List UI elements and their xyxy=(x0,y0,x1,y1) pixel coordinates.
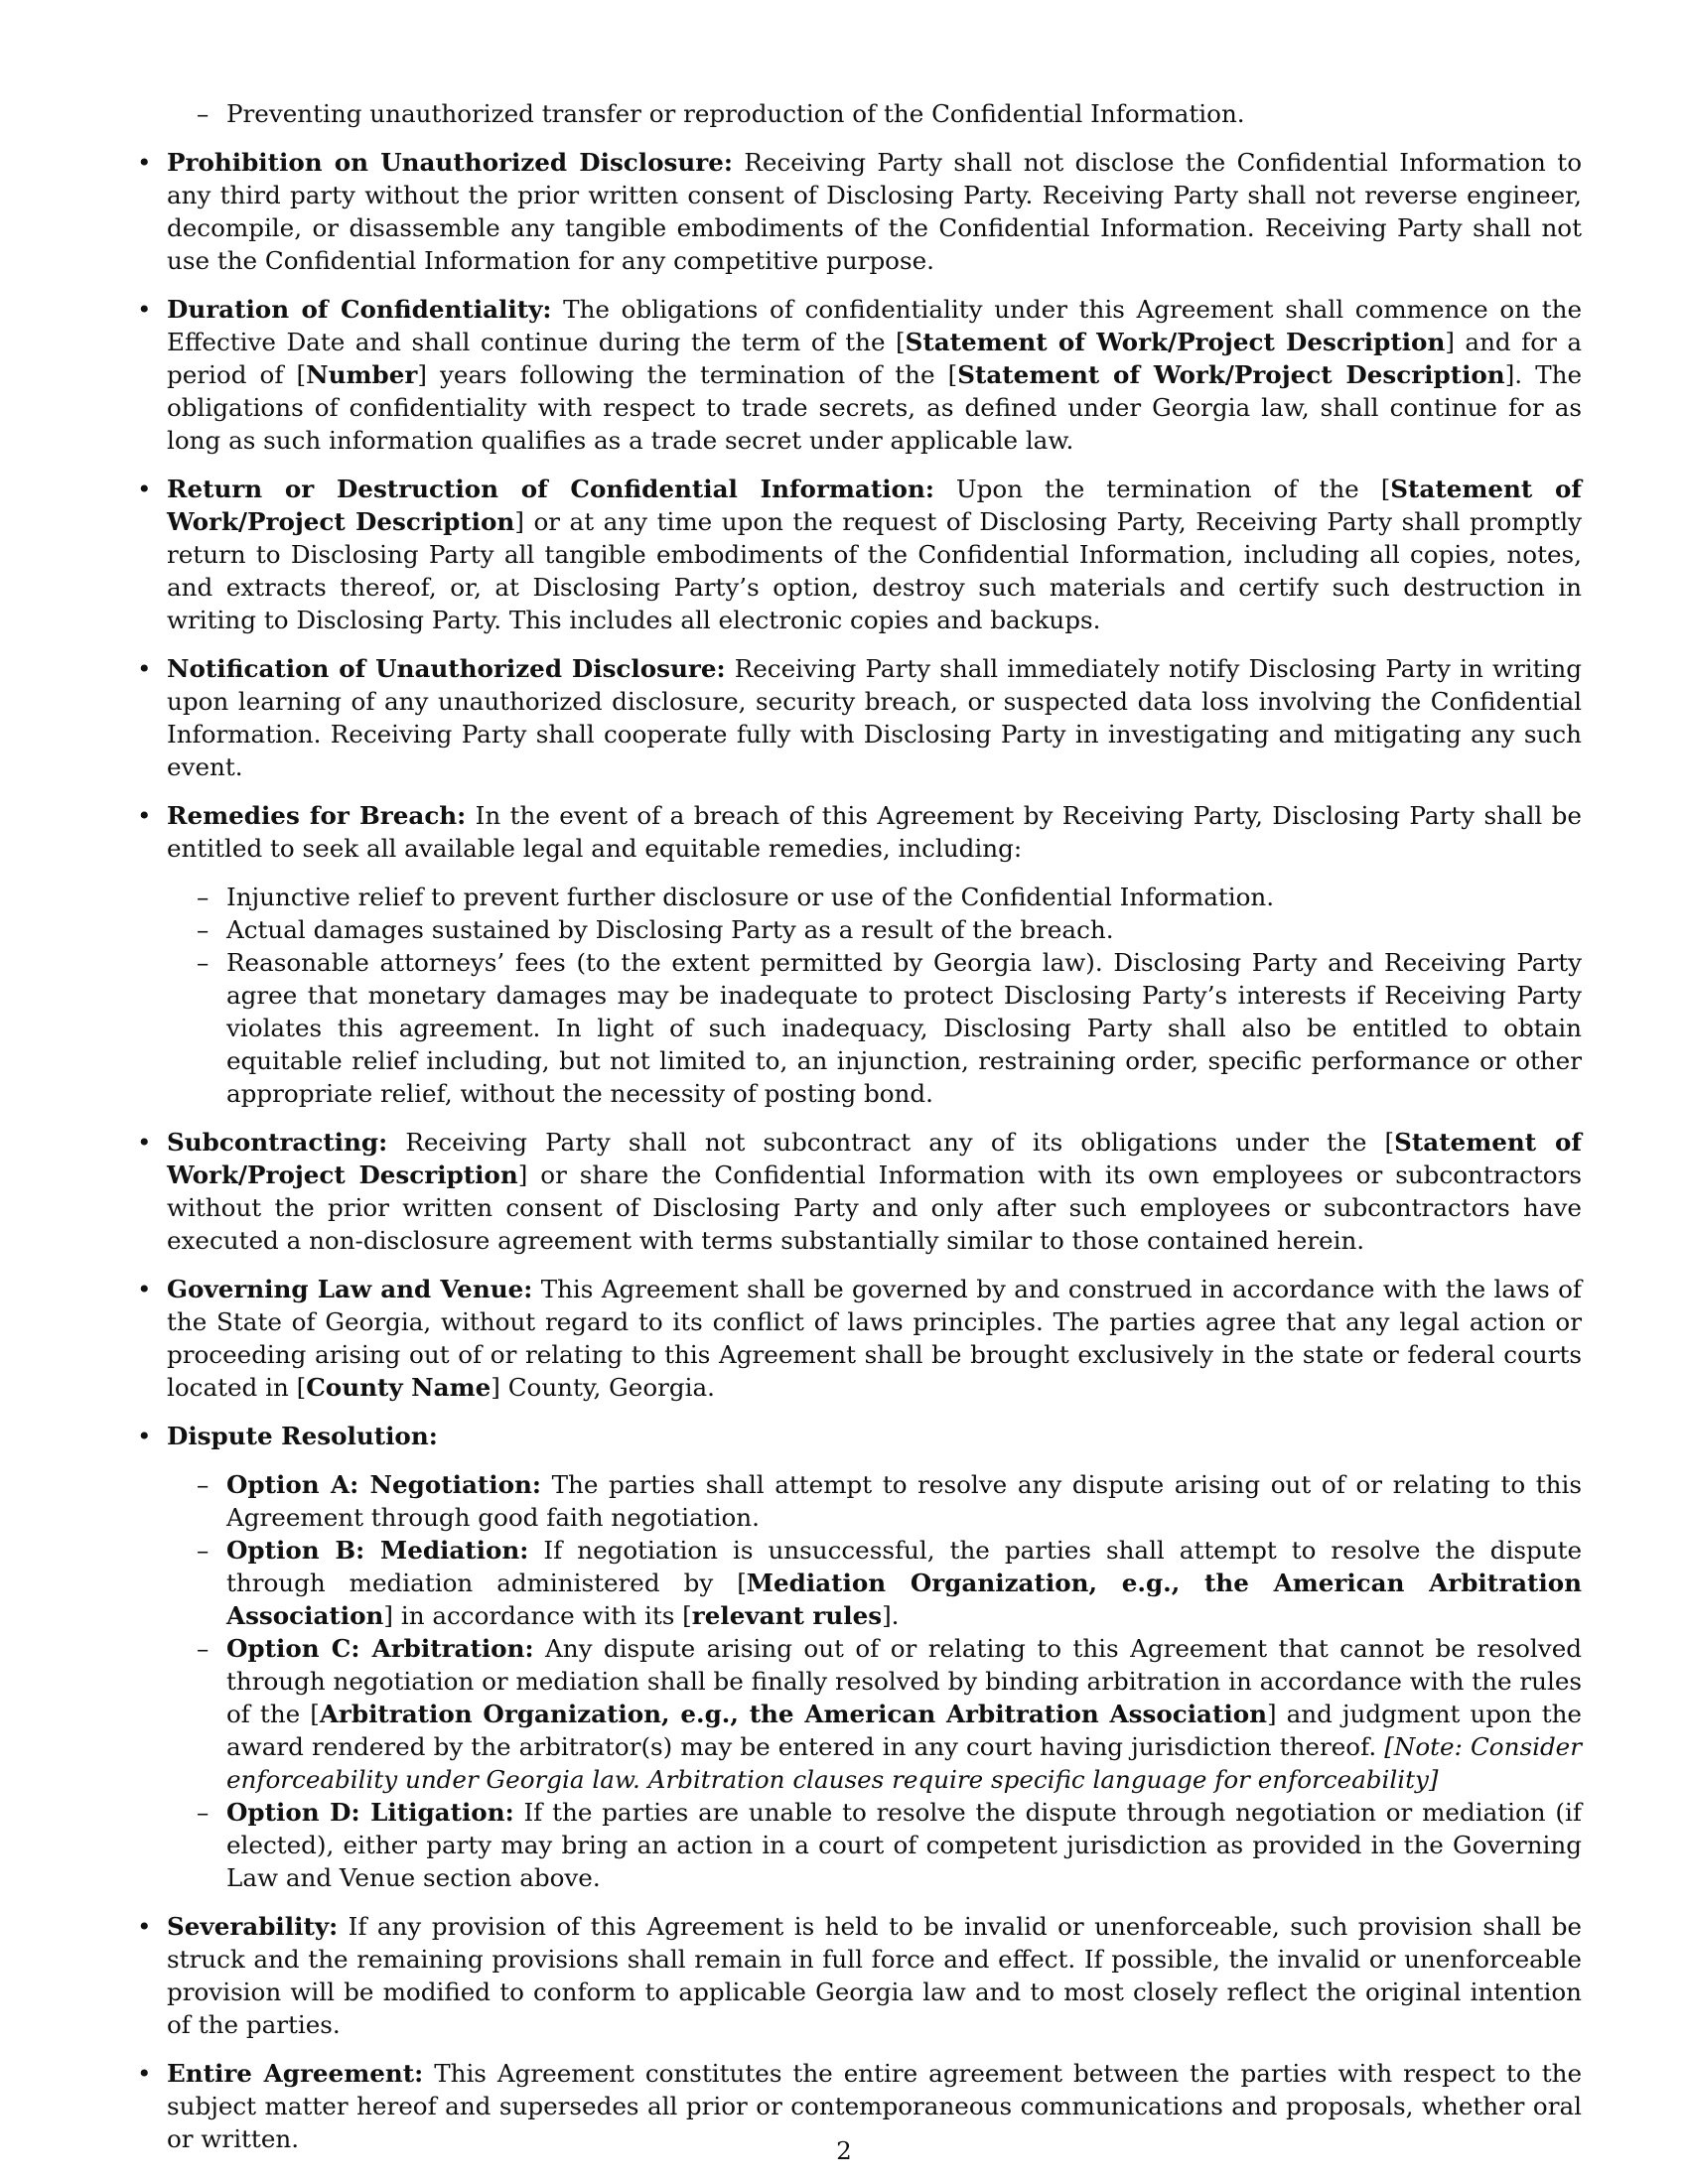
clause-list xyxy=(167,146,1582,2155)
clause-title: Remedies for Breach: xyxy=(167,801,467,830)
placeholder-field: Statement of Work/Project Description xyxy=(905,328,1446,356)
list-item: – Injunctive relief to prevent further disclosure or use of the Confidential Information. xyxy=(226,881,1582,913)
clause-title: Severability: xyxy=(167,1912,339,1941)
clause-prohibition xyxy=(167,146,1582,277)
document-body xyxy=(167,97,1582,2171)
clause-title: Dispute Resolution: xyxy=(167,1422,438,1450)
list-item: – Reasonable attorneys’ fees (to the extent permitted by Georgia law). Disclosing Party and Receiving Party agree that monetary damages may be inadequate to protect Disclosing Party’s interests if Receiving Party violates this agreement. In light of such inadequacy, Disclosing Party shall also be entitled to obtain equitable relief including, but not limited to, an injunction, restraining order, specific performance or other appropriate relief, without the necessity of posting bond. xyxy=(226,946,1582,1110)
clause-dispute-resolution xyxy=(167,1420,1582,1894)
option-a: – Option A: Negotiation: The parties shall attempt to resolve any dispute arising out of or relating to this Agreement through good faith negotiation. xyxy=(226,1468,1582,1534)
clause-return: • Return or Destruction of Confidential Information: Upon the termination of the [Statement of Work/Project Description] or at any time upon the request of Disclosing Party, Receiving Party shall promptly return to Disclosing Party all tangible embodiments of the Confidential Information, including all copies, notes, and extracts thereof, or, at Disclosing Party’s option, destroy such materials and certify such destruction in writing to Disclosing Party. This includes all electronic copies and backups. xyxy=(167,473,1582,636)
placeholder-field: County Name xyxy=(306,1373,492,1402)
placeholder-field: Number xyxy=(306,360,418,389)
continued-sublist xyxy=(226,97,1582,130)
placeholder-field: Statement of Work/Project Description xyxy=(167,1128,1582,1189)
clause-text: Receiving Party shall immediately notify Disclosing Party in writing upon learning of any unauthorized disclosure, security breach, or suspected data loss involving the Confidential Information. Receiving Party shall cooperate fully with Disclosing Party in investigating and mitigating any such event. xyxy=(167,654,1582,781)
clause-title: Return or Destruction of Confidential Information: xyxy=(167,475,934,503)
option-c: – Option C: Arbitration: Any dispute arising out of or relating to this Agreement that cannot be resolved through negotiation or mediation shall be finally resolved by binding arbitration in accordance with the rules of the [Arbitration Organization, e.g., the American Arbitration Association] and judgment upon the award rendered by the arbitrator(s) may be entered in any court having jurisdiction thereof. [Note: Consider enforceability under Georgia law. Arbitration clauses require specific language for enforceability] xyxy=(226,1632,1582,1796)
clause-severability xyxy=(167,1910,1582,2041)
clause-notification xyxy=(167,652,1582,783)
option-b: – Option B: Mediation: If negotiation is unsuccessful, the parties shall attempt to resolve the dispute through mediation administered by [Mediation Organization, e.g., the American Arbitration Association] in accordance with its [relevant rules]. xyxy=(226,1534,1582,1632)
placeholder-field: Statement of Work/Project Description xyxy=(167,475,1582,536)
clause-subcontracting: • Subcontracting: Receiving Party shall not subcontract any of its obligations under the [Statement of Work/Project Description] or share the Confidential Information with its own employees or subcontractors without the prior written consent of Disclosing Party and only after such employees or subcontractors have executed a non-disclosure agreement with terms substantially similar to those contained herein. xyxy=(167,1126,1582,1257)
clause-governing-law: • Governing Law and Venue: This Agreement shall be governed by and construed in accordance with the laws of the State of Georgia, without regard to its conflict of laws principles. The parties agree that any legal action or proceeding arising out of or relating to this Agreement shall be brought exclusively in the state or federal courts located in [County Name] County, Georgia. xyxy=(167,1273,1582,1404)
remedies-sublist xyxy=(226,881,1582,1110)
clause-duration: • Duration of Confidentiality: The obligations of confidentiality under this Agreement shall commence on the Effective Date and shall continue during the term of the [Statement of Work/Project Description] and for a period of [Number] years following the termination of the [Statement of Work/Project Description]. The obligations of confidentiality with respect to trade secrets, as defined under Georgia law, shall continue for as long as such information qualifies as a trade secret under applicable law. xyxy=(167,293,1582,457)
placeholder-field: Mediation Organization, e.g., the American Arbitration Association xyxy=(226,1569,1582,1630)
clause-text: This Agreement constitutes the entire agreement between the parties with respect to the subject matter hereof and supersedes all prior or contemporaneous communications and proposals, whether oral or written. xyxy=(167,2059,1582,2153)
clause-title: Governing Law and Venue: xyxy=(167,1275,533,1303)
page-number: 2 xyxy=(836,2136,852,2165)
clause-title: Duration of Confidentiality: xyxy=(167,295,552,324)
clause-title: Notification of Unauthorized Disclosure: xyxy=(167,654,726,683)
clause-title: Subcontracting: xyxy=(167,1128,388,1157)
editor-note: [Note: Consider enforceability under Georgia law. Arbitration clauses require specific language for enforceability] xyxy=(226,1732,1582,1794)
clause-text: If any provision of this Agreement is held to be invalid or unenforceable, such provision shall be struck and the remaining provisions shall remain in full force and effect. If possible, the invalid or unenforceable provision will be modified to conform to applicable Georgia law and to most closely reflect the original intention of the parties. xyxy=(167,1912,1582,2039)
placeholder-field: Arbitration Organization, e.g., the American Arbitration Association xyxy=(319,1700,1267,1728)
clause-text: In the event of a breach of this Agreement by Receiving Party, Disclosing Party shall be entitled to seek all available legal and equitable remedies, including: xyxy=(167,801,1582,863)
list-item: – Preventing unauthorized transfer or reproduction of the Confidential Information. xyxy=(226,97,1582,130)
list-item: – Actual damages sustained by Disclosing Party as a result of the breach. xyxy=(226,913,1582,946)
clause-title: Prohibition on Unauthorized Disclosure: xyxy=(167,148,733,177)
placeholder-field: Statement of Work/Project Description xyxy=(957,360,1505,389)
clause-remedies xyxy=(167,799,1582,1110)
option-d: – Option D: Litigation: If the parties are unable to resolve the dispute through negotiation or mediation (if elected), either party may bring an action in a court of competent jurisdiction as provided in the Governing Law and Venue section above. xyxy=(226,1796,1582,1894)
clause-text: Receiving Party shall not disclose the Confidential Information to any third party without the prior written consent of Disclosing Party. Receiving Party shall not reverse engineer, decompile, or disassemble any tangible embodiments of the Confidential Information. Receiving Party shall not use the Confidential Information for any competitive purpose. xyxy=(167,148,1582,275)
dispute-options-list xyxy=(226,1468,1582,1894)
clause-title: Entire Agreement: xyxy=(167,2059,424,2088)
placeholder-field: relevant rules xyxy=(691,1601,883,1630)
